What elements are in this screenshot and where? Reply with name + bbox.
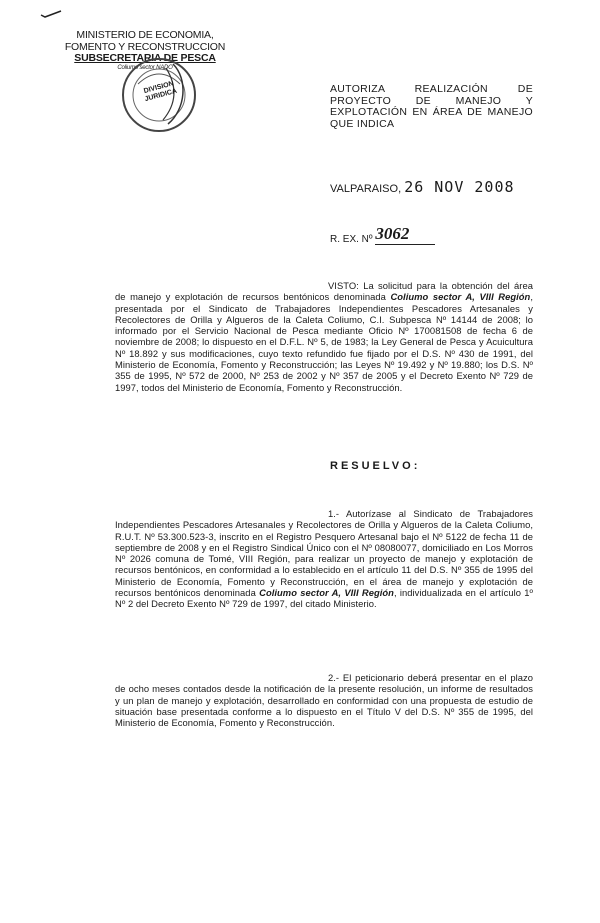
visto-label: VISTO: [328, 280, 359, 291]
place-date [330, 178, 530, 196]
visto-text-cont: , presentada por el Sindicato de Trabajadores Independientes Pescadores Artesanales y Recolectores de Orilla y Algueros de la Caleta Coliumo, C.I. Subpesca Nº 14144 de 2008; lo informado por el Servicio Nacional de Pesca mediante Oficio Nº 170081508 de fecha 6 de noviembre de 2008; lo dispuesto en el D.F.L. Nº 5, de 1983; la Ley General de Pesca y Acuicultura Nº 18.892 y sus modificaciones, cuyo texto refundido fue fijado por el D.S. Nº 430 de 1991, del Ministerio de Economía, Fomento y Reconstrucción; las Leyes Nº 19.492 y Nº 19.880; los D.S. Nº 355 de 1995, Nº 572 de 2000, Nº 253 de 2002 y Nº 357 de 2005 y el Decreto Exento Nº 729 de 1997, todos del Ministerio de Economía, Fomento y Reconstrucción. [115, 291, 533, 393]
visto-text: La solicitud para la obtención del área de manejo y explotación de recursos bentónicos denominada [115, 280, 533, 303]
resolution-number [330, 224, 490, 245]
date-stamp: 26 NOV 2008 [404, 178, 515, 196]
area-name: Coliumo sector A, VIII Región [259, 587, 394, 599]
division-juridica-stamp [118, 54, 200, 136]
subject-line: QUE INDICA [330, 117, 395, 130]
subject-block [330, 84, 533, 130]
article-2 [115, 672, 533, 728]
resolution-value: 3062 [375, 224, 410, 243]
article-text: El peticionario deberá presentar en el plazo de ocho meses contados desde la notificación de la presente resolución, un informe de resultados y un plan de manejo y explotación, desarrollado en conformidad con una propuesta de estudio de situación base presentada conforme a lo dispuesto en el Título V del D.S. Nº 355 de 1995, del Ministerio de Economía, Fomento y Reconstrucción. [115, 672, 533, 729]
ministry-line1: MINISTERIO DE ECONOMIA, [76, 29, 214, 41]
article-number: 1.- [328, 508, 340, 519]
check-mark-icon [40, 10, 62, 18]
article-text: Autorízase al Sindicato de Trabajadores Independientes Pescadores Artesanales y Recolectores de Orilla y Algueros de la Caleta Coliumo, R.U.T. Nº 53.300.523-3, inscrito en el Registro Pesquero Artesanal bajo el Nº 5122 de fecha 11 de septiembre de 2008 y en el Registro Sindical Único con el Nº 08080077, domiciliado en Los Morros Nº 2026 comuna de Tomé, VIII Región, para realizar un proyecto de manejo y explotación de recursos bentónicos, en conformidad a lo establecido en el artículo 11 del D.S. Nº 355 de 1995 del Ministerio de Economía, Fomento y Reconstrucción, en el área de manejo y explotación de recursos bentónicos denominada [115, 508, 533, 599]
place: VALPARAISO, [330, 183, 402, 195]
subsecretaria: SUBSECRETARIA DE PESCA [74, 52, 216, 64]
article-1 [115, 508, 533, 610]
article-text-cont: , individualizada en el artículo 1º Nº 2 del Decreto Exento Nº 729 de 1997, del citado Ministerio. [115, 587, 534, 610]
area-name: Coliumo sector A, VIII Región [390, 291, 531, 303]
resolution-label: R. EX. Nº [330, 234, 373, 245]
stamp-label: Coliumo sector NADO [117, 64, 173, 71]
ministry-line2: FOMENTO Y RECONSTRUCCION [64, 40, 226, 53]
subject-line: PROYECTO DE MANEJO Y [330, 94, 533, 107]
subject-line: AUTORIZA REALIZACIÓN DE [330, 83, 533, 95]
resuelvo-heading: RESUELVO: [330, 460, 421, 472]
visto-paragraph [115, 280, 533, 393]
article-number: 2.- [328, 672, 340, 683]
stamp-text: DIVISION JURIDICA [143, 80, 178, 104]
subject-line: EXPLOTACIÓN EN ÁREA DE MANEJO [330, 106, 533, 118]
